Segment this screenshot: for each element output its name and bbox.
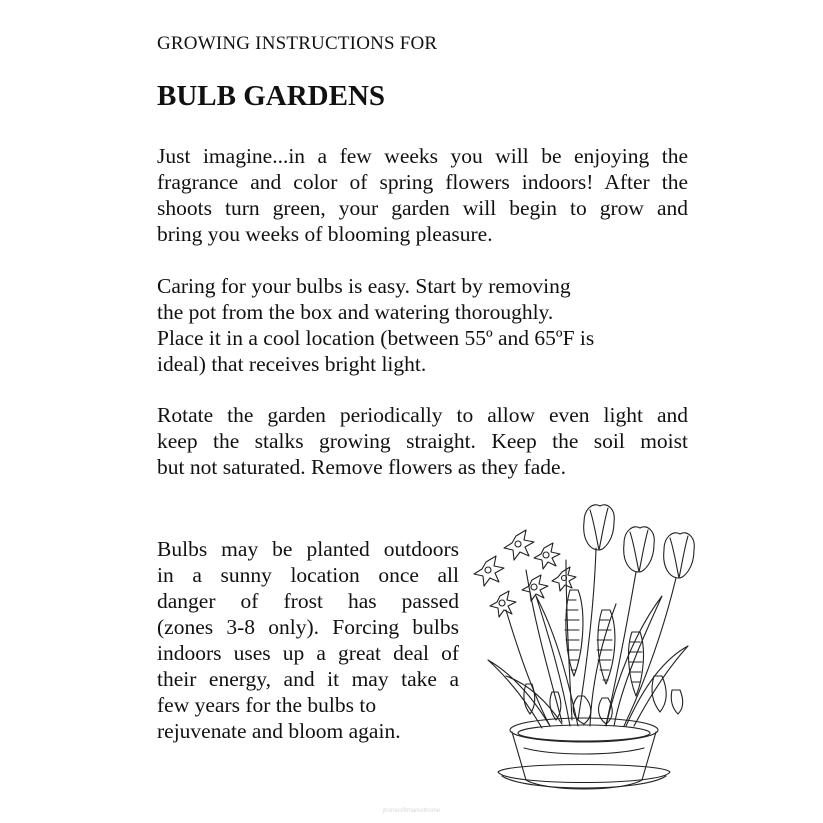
paragraph-line: rejuvenate and bloom again.: [157, 719, 401, 743]
paragraph-line: the pot from the box and watering thoroughly.: [157, 300, 554, 324]
paragraph-line: in a sunny location once all: [157, 563, 459, 587]
flower-pot: [498, 718, 670, 789]
paragraph-line: but not saturated. Remove flowers as they fade.: [157, 455, 566, 479]
paragraph-line: few years for the bulbs to: [157, 693, 377, 717]
paragraph-line: shoots turn green, your garden will begin to grow and: [157, 196, 688, 220]
intro-paragraph: [157, 143, 688, 247]
paragraph-line: danger of frost has passed: [157, 589, 459, 613]
rotation-paragraph: [157, 402, 688, 480]
narcissus-cluster: [474, 530, 576, 617]
potted-bulb-garden-icon: [466, 500, 702, 804]
paragraph-line: their energy, and it may take a: [157, 667, 459, 691]
paragraph-line: Bulbs may be planted outdoors: [157, 537, 459, 561]
paragraph-line: Just imagine...in a few weeks you will be enjoying the: [157, 144, 688, 168]
paragraph-line: Rotate the garden periodically to allow even light and: [157, 403, 688, 427]
paragraph-line: indoors uses up a great deal of: [157, 641, 459, 665]
paragraph-line: ideal) that receives bright light.: [157, 352, 427, 376]
paragraph-line: Place it in a cool location (between 55º and 65ºF is: [157, 326, 595, 350]
paragraph-line: bring you weeks of blooming pleasure.: [157, 222, 493, 246]
paragraph-line: fragrance and color of spring flowers indoors! After the: [157, 170, 688, 194]
watermark: jhomesfitmarkethome: [382, 808, 441, 814]
tulip-bloom: [584, 505, 615, 550]
tulip-bloom: [624, 527, 655, 572]
hyacinth-spike: [565, 590, 643, 696]
paragraph-line: Caring for your bulbs is easy. Start by removing: [157, 274, 571, 298]
paragraph-line: keep the stalks growing straight. Keep the soil moist: [157, 429, 688, 453]
care-paragraph: [157, 273, 688, 377]
page-subtitle: GROWING INSTRUCTIONS FOR: [157, 33, 438, 54]
paragraph-line: (zones 3-8 only). Forcing bulbs: [157, 615, 459, 639]
outdoor-planting-paragraph: [157, 536, 459, 744]
page-title: BULB GARDENS: [157, 80, 386, 112]
tulip-bloom: [664, 533, 695, 578]
